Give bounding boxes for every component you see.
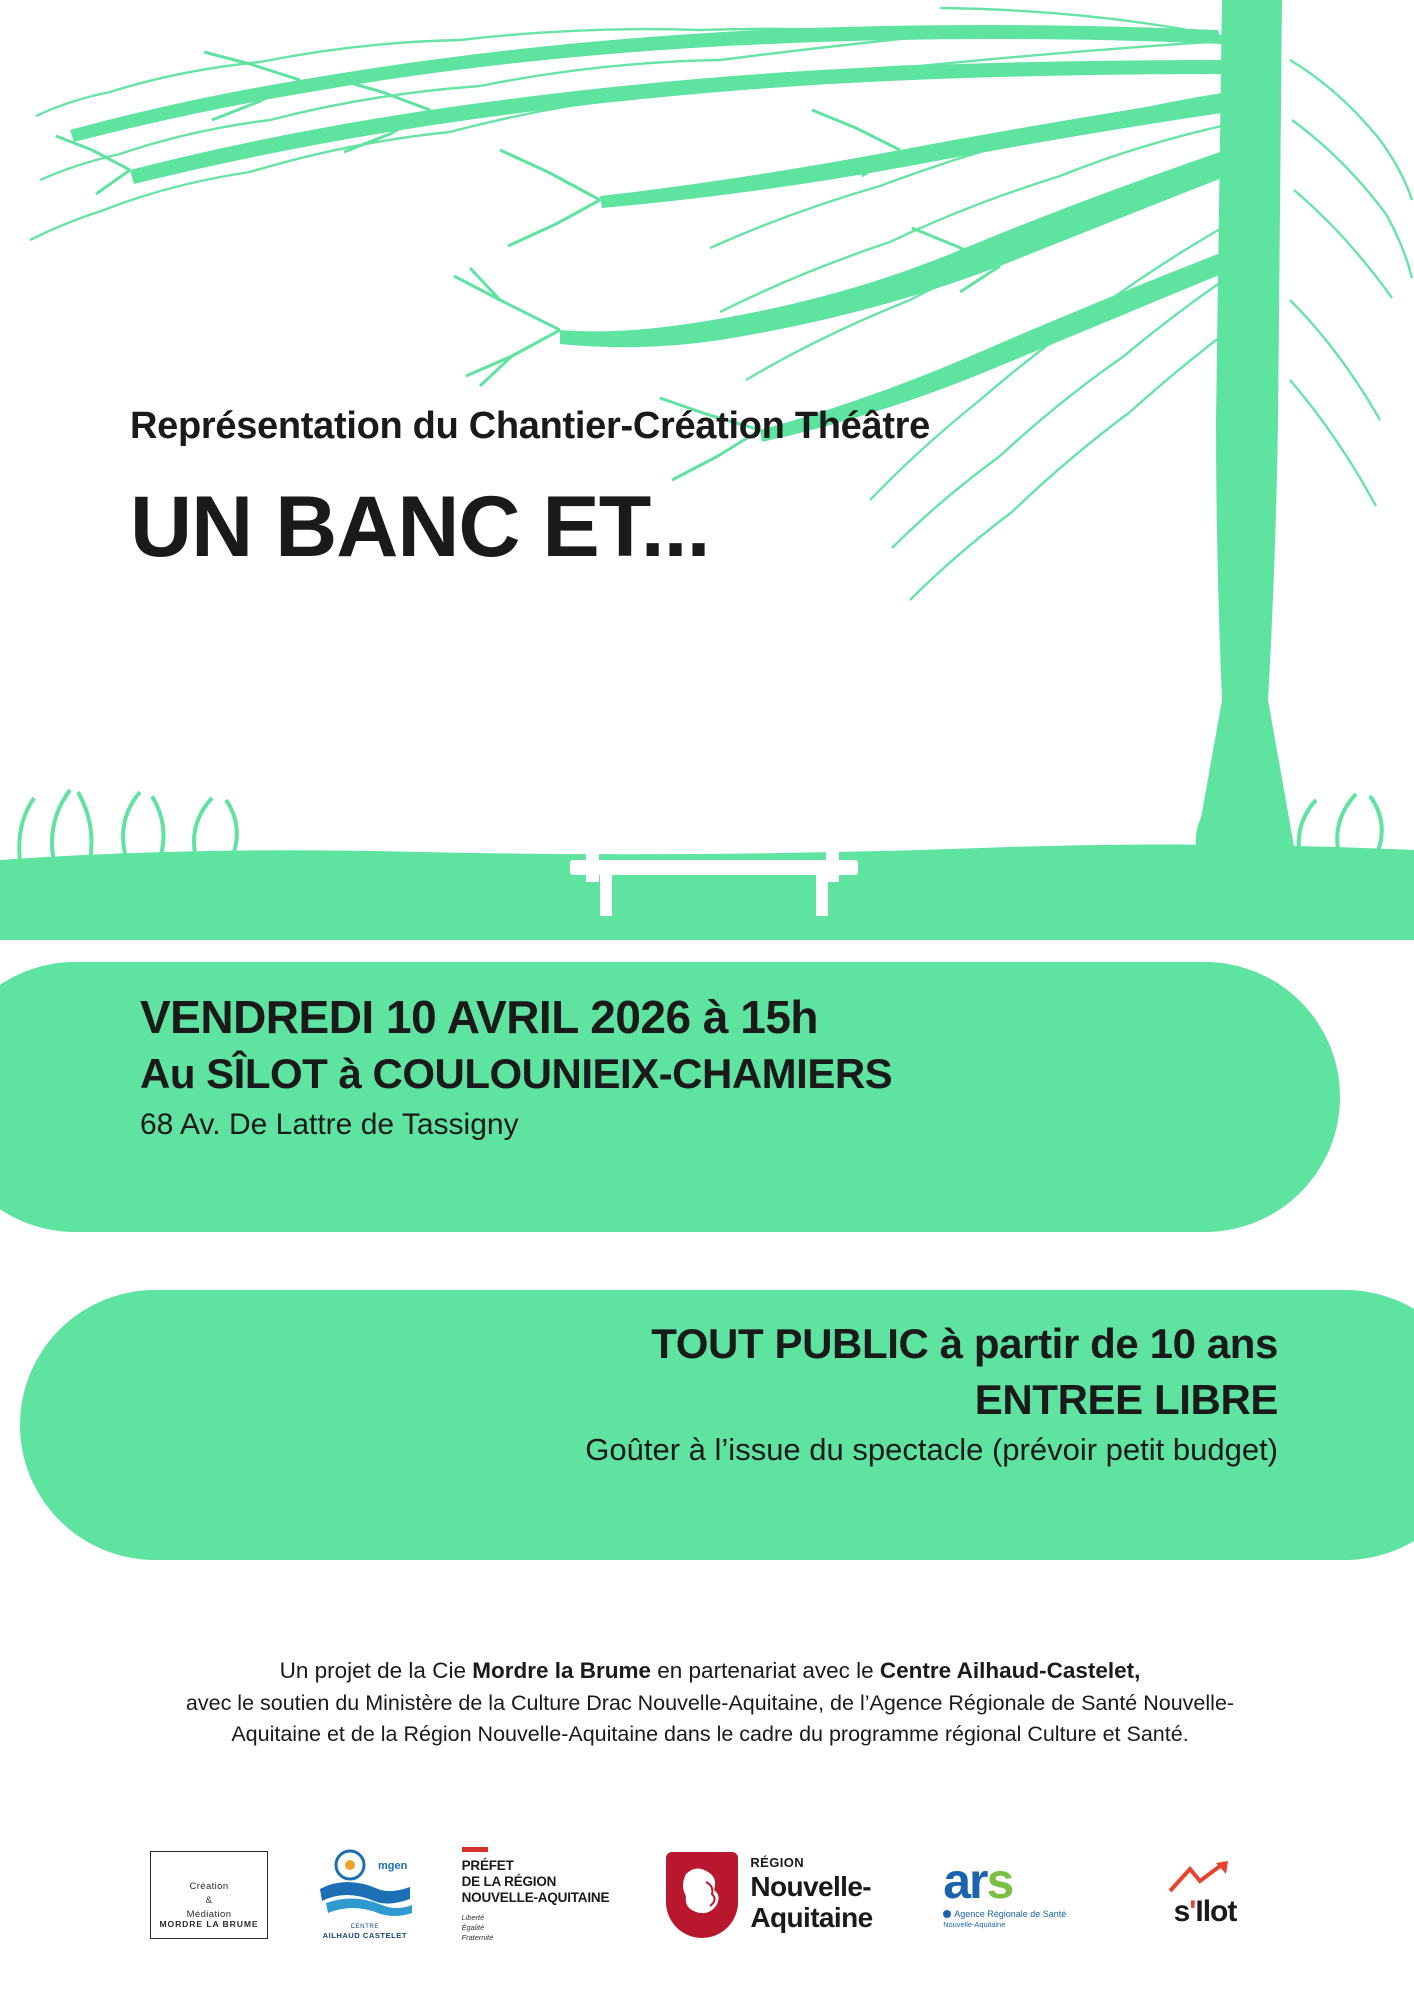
logo-rna-name1: Nouvelle-: [750, 1870, 872, 1902]
snack-note: Goûter à l’issue du spectacle (prévoir petit budget): [585, 1432, 1278, 1467]
logo-centre-ailhaud-castelet: [305, 1843, 425, 1947]
credits-line-3: Aquitaine et de la Région Nouvelle-Aquitaine dans le cadre du programme régional Culture et Santé.: [231, 1721, 1189, 1746]
logo-silot-w1: s: [1173, 1895, 1190, 1928]
logo-ars-sub2: Nouvelle-Aquitaine: [943, 1920, 1006, 1930]
credits-middle: en partenariat avec le: [651, 1658, 880, 1683]
event-address: 68 Av. De Lattre de Tassigny: [140, 1108, 519, 1141]
logo-ars-word-a: ar: [943, 1853, 987, 1910]
credits-block: [140, 1655, 1280, 1750]
logo-ars-word-s: s: [986, 1853, 1013, 1910]
cac-emblem-icon: [316, 1849, 414, 1921]
logo-mlb-line3: Médiation: [186, 1909, 232, 1921]
logo-prefet-region: [462, 1847, 630, 1943]
logo-cac-name: AILHAUD CASTELET: [322, 1931, 407, 1941]
partner-logos: [150, 1835, 1270, 1955]
svg-text:mgen: mgen: [377, 1859, 408, 1872]
credits-line-2: avec le soutien du Ministère de la Culture Drac Nouvelle-Aquitaine, de l’Agence Régionale de Santé Nouvelle-: [185, 1690, 1235, 1715]
admission-label: ENTREE LIBRE: [974, 1376, 1278, 1423]
event-date-time: VENDREDI 10 AVRIL 2026 à 15h: [140, 991, 818, 1043]
audience-age: TOUT PUBLIC à partir de 10 ans: [651, 1320, 1278, 1367]
logo-pref-motto2: Égalité: [461, 1923, 485, 1933]
logo-mlb-line2: &: [205, 1894, 213, 1906]
hero-text-block: [130, 405, 1290, 575]
logo-silot-w2: Ilot: [1195, 1895, 1237, 1928]
logo-ars-sub1: Agence Régionale de Santé: [954, 1908, 1067, 1919]
credits-company: Mordre la Brume: [472, 1658, 652, 1683]
logo-rna-name2: Aquitaine: [750, 1902, 873, 1934]
hero-illustration: [0, 0, 1414, 940]
logo-rna-top: RÉGION: [750, 1855, 805, 1871]
logo-pref-line2: DE LA RÉGION: [461, 1874, 557, 1890]
logo-pref-line3: NOUVELLE-AQUITAINE: [461, 1890, 610, 1906]
credits-prefix: Un projet de la Cie: [279, 1658, 473, 1683]
credits-partner: Centre Ailhaud-Castelet,: [879, 1658, 1141, 1683]
logo-pref-motto1: Liberté: [461, 1913, 485, 1923]
audience-text-block: [200, 1320, 1278, 1468]
logo-pref-line1: PRÉFET: [461, 1858, 514, 1874]
logo-mordre-la-brume: [150, 1851, 268, 1939]
poster-subtitle: Représentation du Chantier-Création Théâtre: [130, 405, 930, 447]
marianne-mark-icon: [462, 1847, 488, 1852]
logo-silot: [1140, 1846, 1270, 1944]
logo-region-nouvelle-aquitaine: [666, 1845, 906, 1945]
silot-arrow-icon: [1160, 1861, 1250, 1895]
logo-ars: [943, 1850, 1103, 1940]
event-venue: Au SÎLOT à COULOUNIEIX-CHAMIERS: [140, 1050, 893, 1097]
logo-pref-motto3: Fraternité: [461, 1933, 494, 1943]
logo-mlb-name: MORDRE LA BRUME: [159, 1919, 259, 1930]
lion-shield-icon: [666, 1852, 738, 1938]
logo-silot-dot: ': [1189, 1895, 1196, 1928]
poster-title: UN BANC ET...: [130, 479, 710, 575]
credits-line-1: [140, 1655, 1280, 1688]
when-text-block: [140, 990, 1290, 1142]
logo-cac-label: [323, 1923, 407, 1942]
ars-bullet-icon: [943, 1910, 951, 1918]
logo-cac-small: CENTRE: [350, 1922, 380, 1930]
logo-mlb-line1: Création: [189, 1880, 229, 1892]
